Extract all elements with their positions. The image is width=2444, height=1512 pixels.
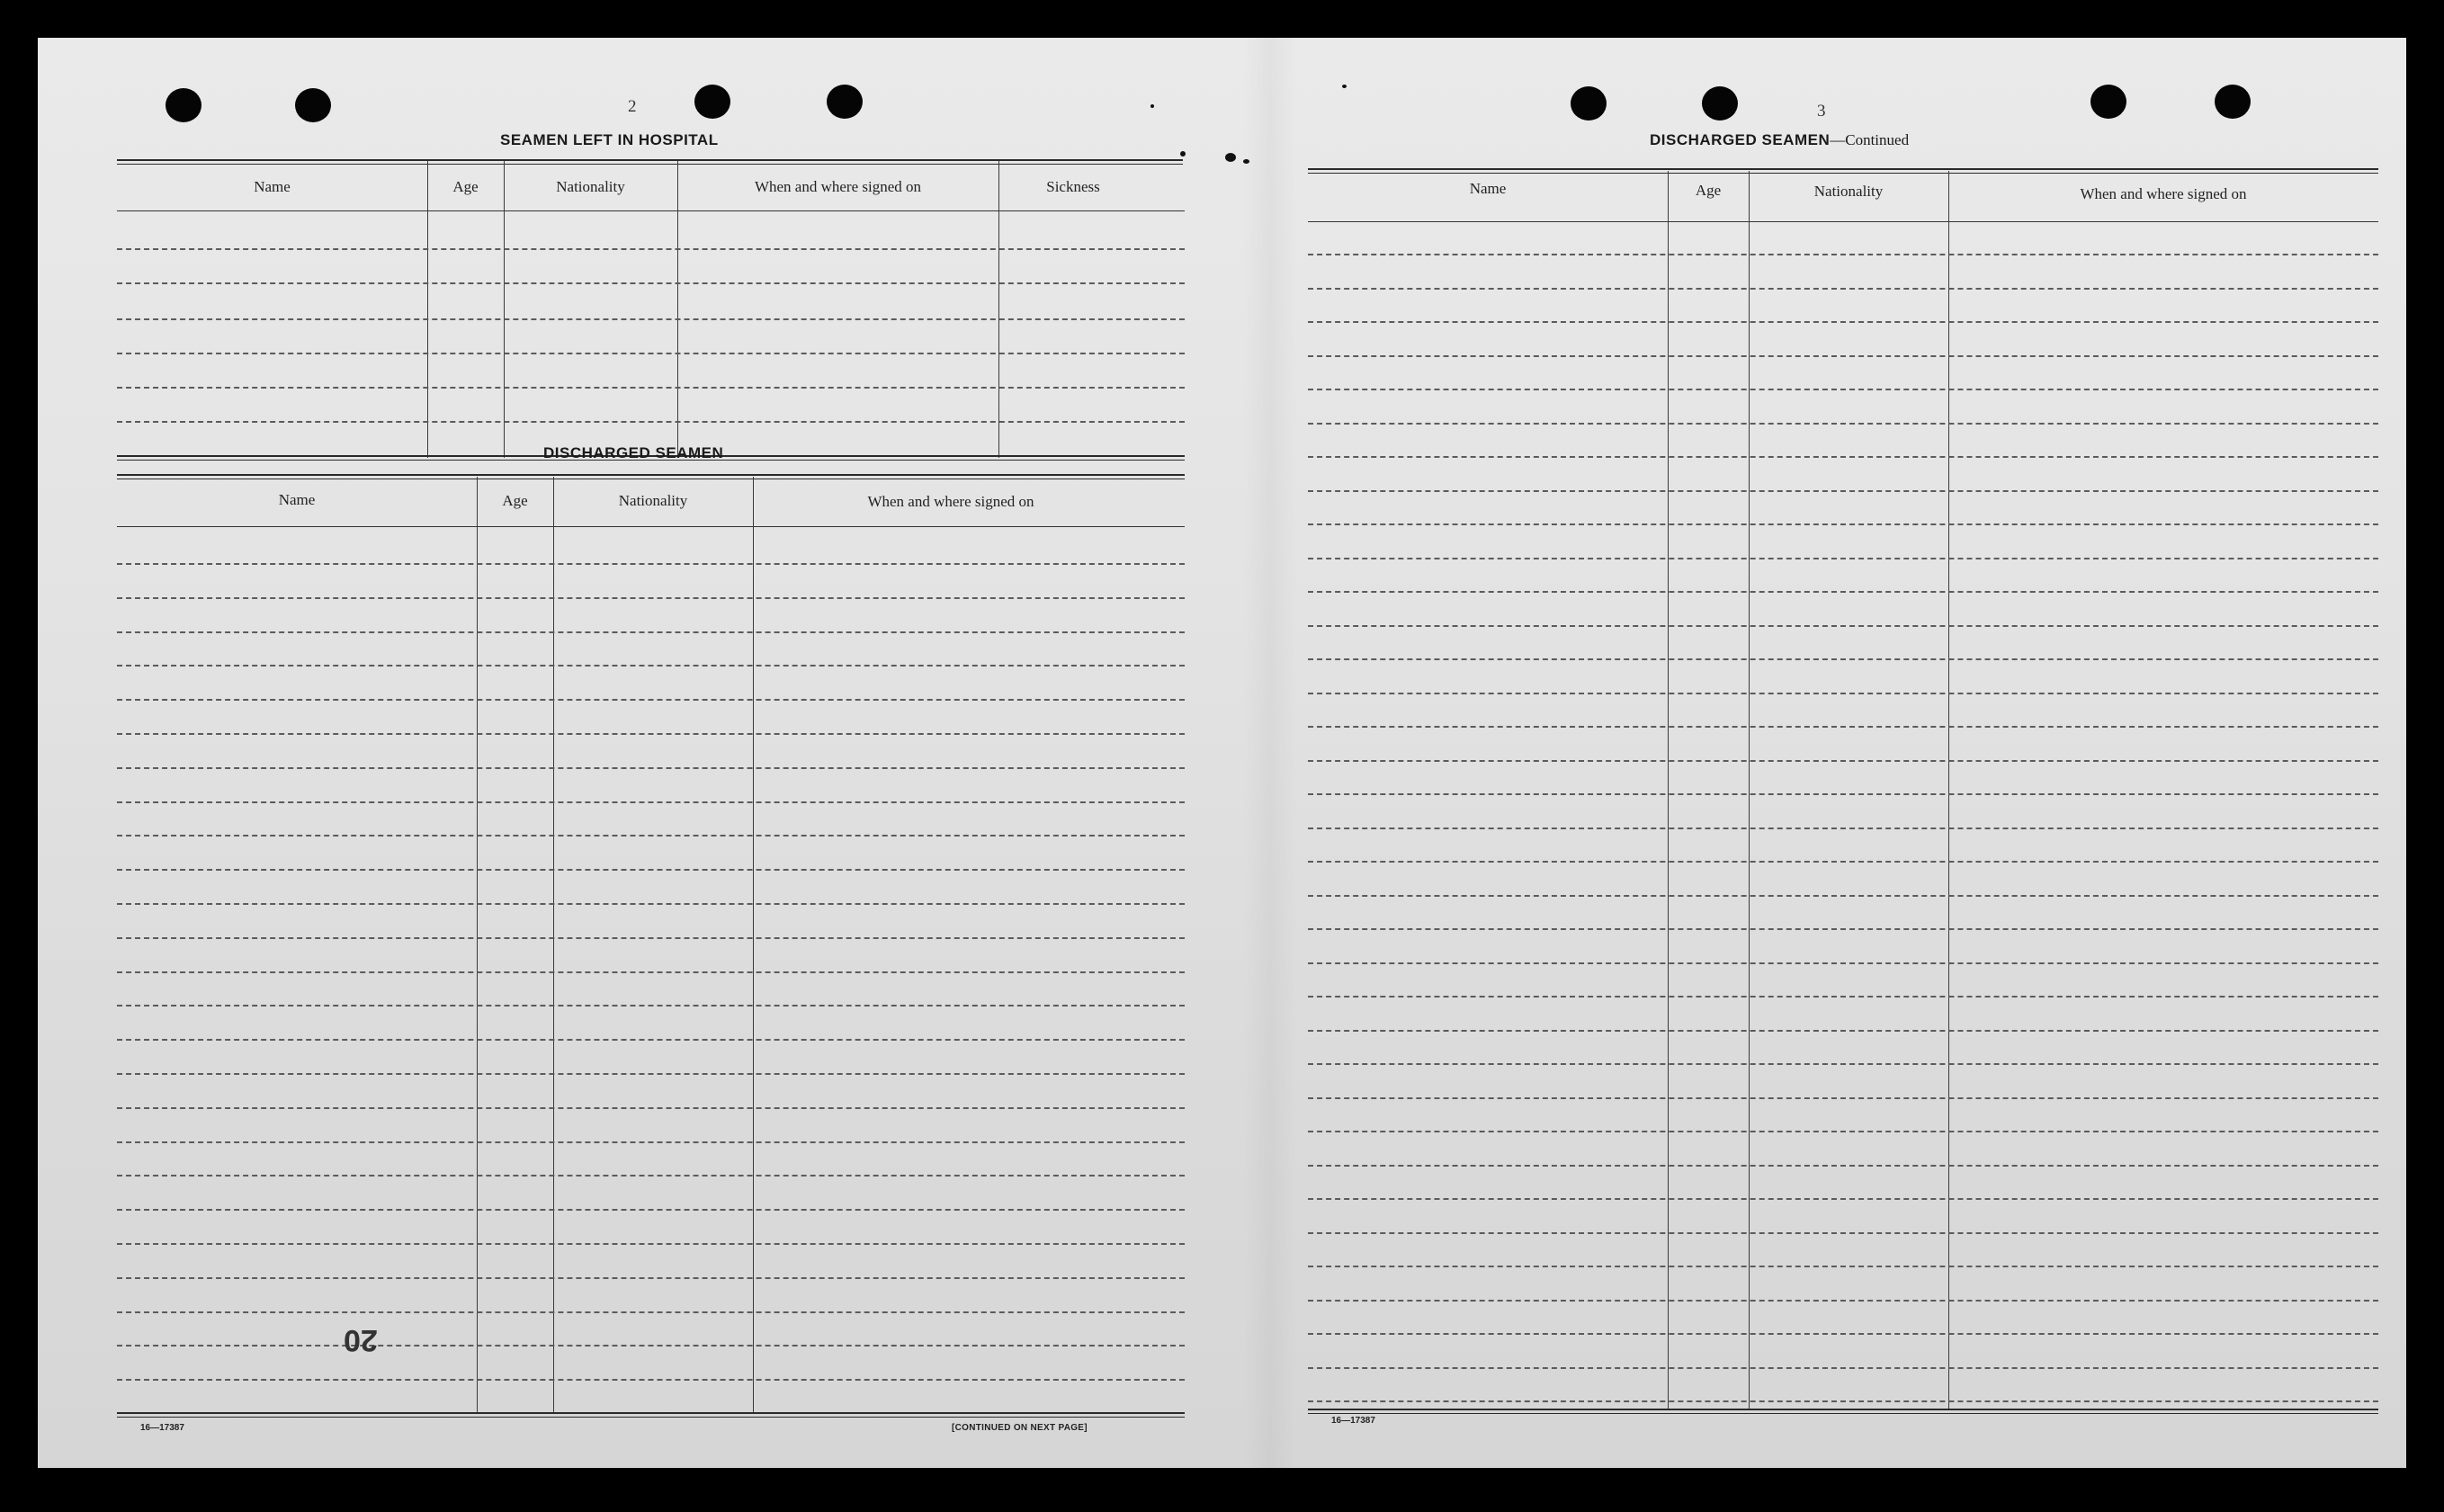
discharged-col-age-header-left: Age xyxy=(502,492,528,509)
table-row-line xyxy=(1308,693,2378,694)
table-row-line xyxy=(1308,389,2378,390)
punch-hole xyxy=(1702,86,1738,121)
hospital-col-divider xyxy=(504,161,505,458)
hospital-row-line xyxy=(117,353,1185,354)
discharged-col-name-header-left: Name xyxy=(278,491,316,508)
table-row-line xyxy=(1308,793,2378,795)
table-row-line xyxy=(117,801,1185,803)
discharged-section-title-left: DISCHARGED SEAMEN xyxy=(543,444,724,461)
table-row-line xyxy=(117,971,1185,973)
table-row-line xyxy=(117,1175,1185,1176)
hospital-col-nationality-header: Nationality xyxy=(556,178,625,195)
table-row-line xyxy=(1308,321,2378,323)
table-row-line xyxy=(1308,523,2378,525)
form-code-right: 16—17387 xyxy=(1331,1416,1375,1426)
table-row-line xyxy=(117,1209,1185,1211)
table-row-line xyxy=(1308,1198,2378,1200)
ink-speck xyxy=(1150,104,1154,108)
discharged-header-rule-right xyxy=(1308,221,2378,222)
table-row-line xyxy=(1308,1030,2378,1032)
discharged-col-signed-on-header-right: When and where signed on xyxy=(2080,185,2247,202)
table-row-line xyxy=(1308,861,2378,863)
punch-hole xyxy=(694,85,730,119)
table-row-line xyxy=(1308,1333,2378,1335)
table-row-line xyxy=(117,1277,1185,1279)
table-row-line xyxy=(1308,1300,2378,1302)
table-row-line xyxy=(117,563,1185,565)
form-code-left: 16—17387 xyxy=(140,1423,184,1433)
table-row-line xyxy=(1308,558,2378,559)
table-row-line xyxy=(117,869,1185,871)
discharged-title-right-text: DISCHARGED SEAMEN xyxy=(1650,131,1831,148)
discharged-col-divider-left xyxy=(753,477,754,1414)
ink-speck xyxy=(1342,85,1347,88)
table-row-line xyxy=(1308,254,2378,255)
table-row-line xyxy=(1308,1232,2378,1234)
discharged-title-continued: —Continued xyxy=(1830,131,1910,148)
hospital-header-rule xyxy=(117,210,1185,211)
table-row-line xyxy=(1308,288,2378,290)
page-fold xyxy=(1243,38,1297,1468)
table-row-line xyxy=(1308,1400,2378,1402)
table-row-line xyxy=(117,1379,1185,1381)
table-row-line xyxy=(1308,928,2378,930)
table-row-line xyxy=(117,1243,1185,1245)
punch-hole xyxy=(2090,85,2126,119)
table-row-line xyxy=(117,937,1185,939)
page-number-left: 2 xyxy=(628,97,637,116)
stamp-number: 20 xyxy=(344,1323,378,1357)
table-row-line xyxy=(1308,1131,2378,1132)
discharged-col-age-header-right: Age xyxy=(1695,182,1722,199)
hospital-table-top-rule xyxy=(117,159,1183,165)
ink-speck xyxy=(1225,153,1236,162)
discharged-col-divider-left xyxy=(477,477,478,1414)
hospital-row-line xyxy=(117,282,1185,284)
table-row-line xyxy=(1308,625,2378,627)
table-row-line xyxy=(1308,658,2378,660)
discharged-header-rule-left xyxy=(117,526,1185,527)
table-row-line xyxy=(117,665,1185,667)
discharged-table-top-rule-right xyxy=(1308,168,2378,174)
discharged-col-nationality-header-right: Nationality xyxy=(1813,183,1884,200)
hospital-col-signed-on-header: When and where signed on xyxy=(754,178,922,195)
hospital-col-divider xyxy=(998,161,999,458)
discharged-col-divider-left xyxy=(553,477,554,1414)
punch-hole xyxy=(2215,85,2251,119)
table-row-line xyxy=(117,1039,1185,1041)
table-row-line xyxy=(1308,895,2378,897)
table-row-line xyxy=(1308,1165,2378,1167)
table-row-line xyxy=(1308,962,2378,964)
hospital-section-title: SEAMEN LEFT IN HOSPITAL xyxy=(500,131,719,148)
document-sheet xyxy=(38,38,2406,1468)
hospital-row-line xyxy=(117,248,1185,250)
table-row-line xyxy=(117,1107,1185,1109)
table-row-line xyxy=(1308,490,2378,492)
table-row-line xyxy=(1308,760,2378,762)
discharged-col-name-header-right: Name xyxy=(1469,180,1507,197)
table-row-line xyxy=(117,1345,1185,1346)
hospital-col-sickness-header: Sickness xyxy=(1046,178,1100,195)
hospital-col-age-header: Age xyxy=(452,178,479,195)
discharged-table-top-rule-left xyxy=(117,474,1185,479)
table-row-line xyxy=(117,1311,1185,1313)
table-row-line xyxy=(1308,355,2378,357)
table-row-line xyxy=(117,1141,1185,1143)
punch-hole xyxy=(1571,86,1607,121)
discharged-table-bottom-rule-left xyxy=(117,1412,1185,1418)
table-row-line xyxy=(117,1073,1185,1075)
table-row-line xyxy=(117,835,1185,837)
table-row-line xyxy=(1308,726,2378,728)
hospital-col-divider xyxy=(427,161,428,458)
ink-speck xyxy=(1180,151,1186,157)
table-row-line xyxy=(117,597,1185,599)
table-row-line xyxy=(1308,1063,2378,1065)
punch-hole xyxy=(166,88,201,122)
discharged-table-bottom-rule-right xyxy=(1308,1409,2378,1414)
table-row-line xyxy=(1308,996,2378,998)
table-row-line xyxy=(1308,423,2378,425)
discharged-col-signed-on-header-left: When and where signed on xyxy=(867,493,1034,510)
hospital-row-line xyxy=(117,387,1185,389)
table-row-line xyxy=(1308,1097,2378,1099)
continued-note: [CONTINUED ON NEXT PAGE] xyxy=(952,1423,1088,1433)
table-row-line xyxy=(117,767,1185,769)
table-row-line xyxy=(117,699,1185,701)
hospital-row-line xyxy=(117,318,1185,320)
table-row-line xyxy=(117,733,1185,735)
discharged-section-title-right xyxy=(1650,131,1909,149)
table-row-line xyxy=(1308,1266,2378,1267)
punch-hole xyxy=(295,88,331,122)
discharged-col-nationality-header-left: Nationality xyxy=(618,492,688,509)
table-row-line xyxy=(117,903,1185,905)
table-row-line xyxy=(1308,1367,2378,1369)
table-row-line xyxy=(117,631,1185,633)
table-row-line xyxy=(1308,456,2378,458)
hospital-col-divider xyxy=(677,161,678,458)
hospital-col-name-header: Name xyxy=(254,178,291,195)
table-row-line xyxy=(117,1005,1185,1007)
punch-hole xyxy=(827,85,863,119)
ink-speck xyxy=(1243,159,1249,164)
table-row-line xyxy=(1308,591,2378,593)
hospital-row-line xyxy=(117,421,1185,423)
page-number-right: 3 xyxy=(1817,102,1826,121)
table-row-line xyxy=(1308,828,2378,829)
